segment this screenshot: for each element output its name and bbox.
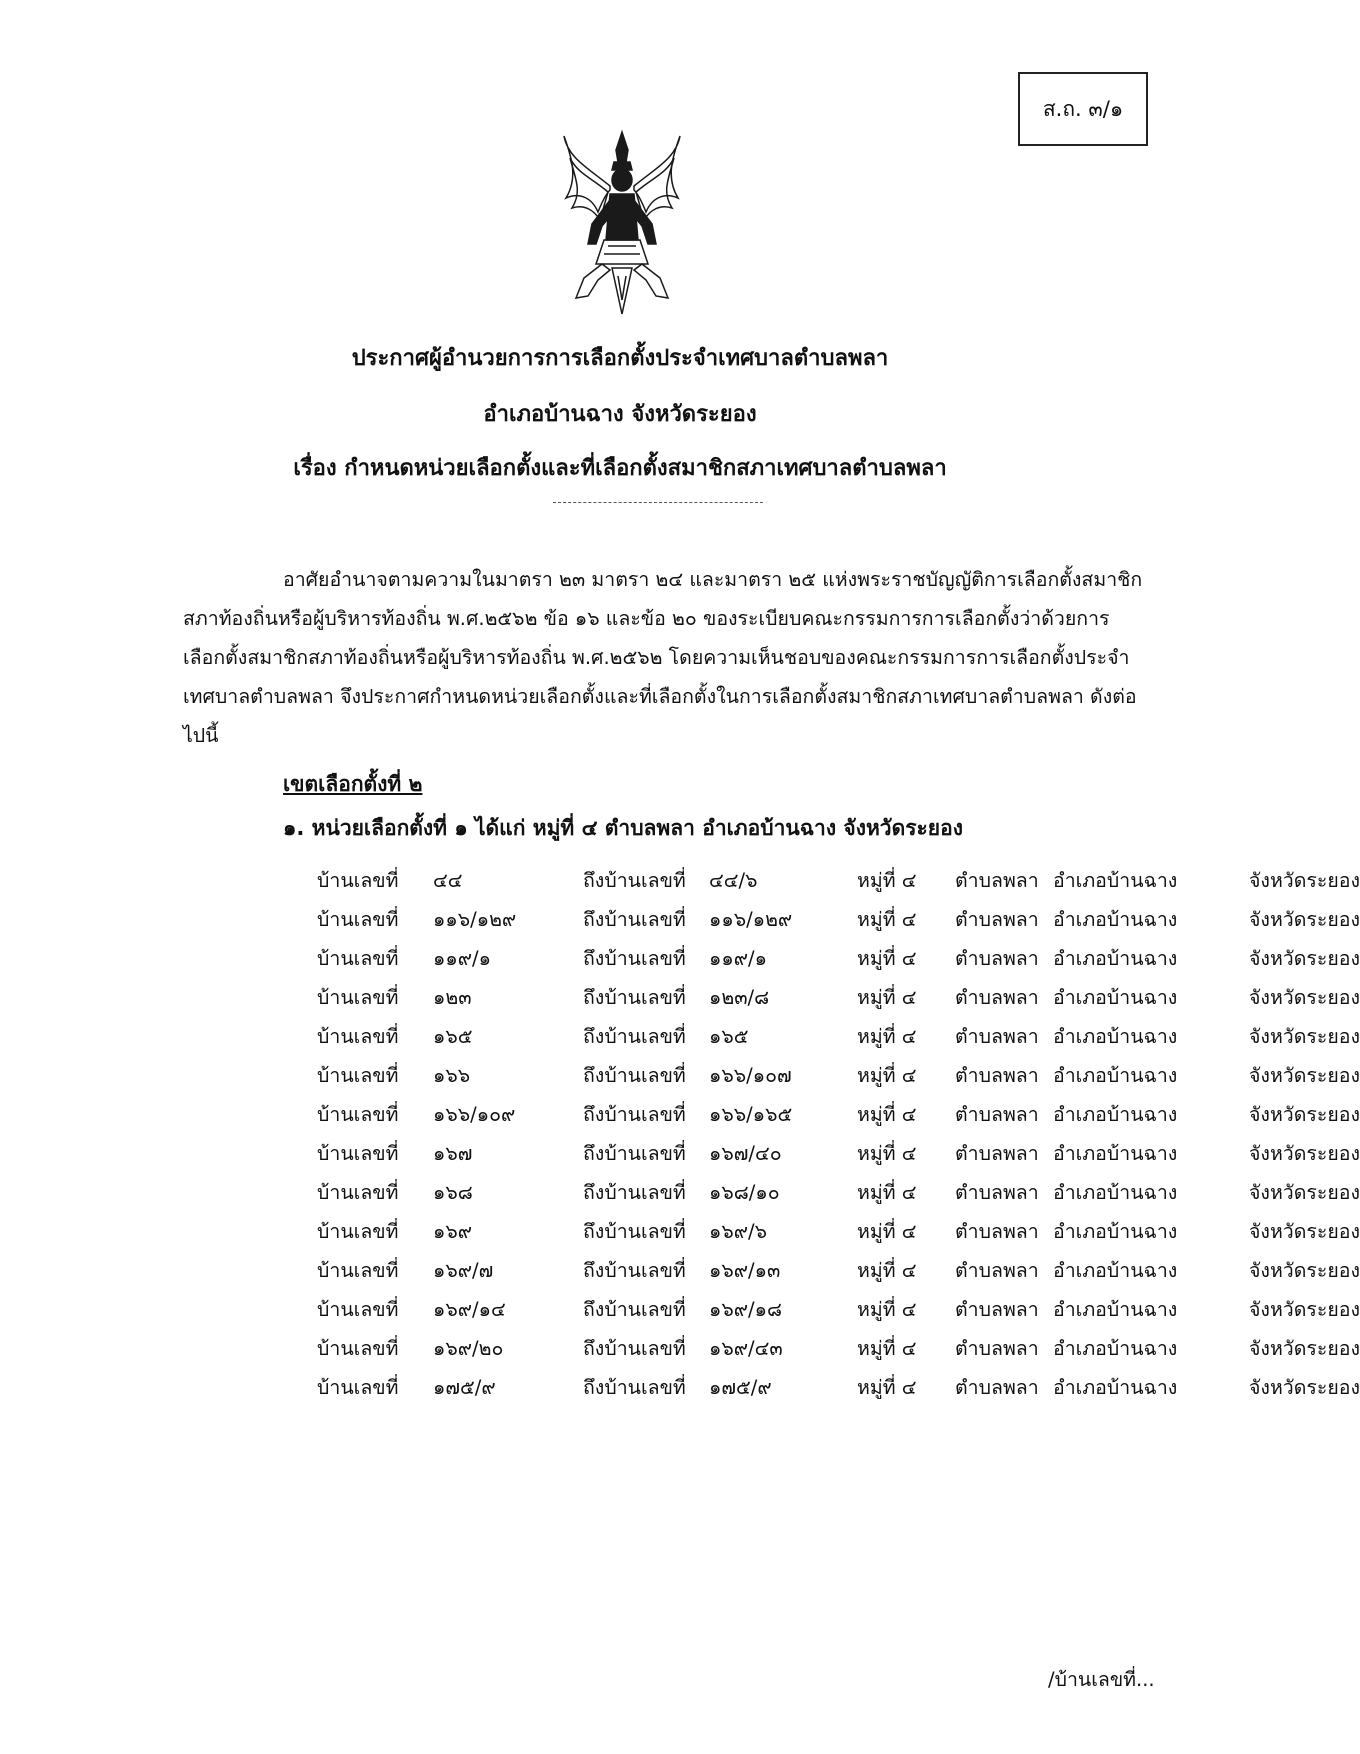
- to-label: ถึงบ้านเลขที่: [583, 908, 686, 931]
- to-number: ๑๖๙/๑๘: [709, 1298, 783, 1321]
- to-label: ถึงบ้านเลขที่: [583, 1259, 686, 1282]
- tambon: ตำบลพลา: [955, 1298, 1039, 1321]
- from-label: บ้านเลขที่: [317, 1376, 399, 1399]
- moo: หมู่ที่ ๔: [857, 1181, 917, 1204]
- list-item: [317, 1134, 1360, 1173]
- list-item: [317, 1056, 1360, 1095]
- tambon: ตำบลพลา: [955, 1376, 1039, 1399]
- amphoe: อำเภอบ้านฉาง: [1053, 908, 1178, 931]
- province: จังหวัดระยอง: [1249, 1103, 1360, 1126]
- moo: หมู่ที่ ๔: [857, 1376, 917, 1399]
- to-label: ถึงบ้านเลขที่: [583, 986, 686, 1009]
- from-label: บ้านเลขที่: [317, 986, 399, 1009]
- amphoe: อำเภอบ้านฉาง: [1053, 1103, 1178, 1126]
- house-range-list: [317, 861, 1360, 1407]
- amphoe: อำเภอบ้านฉาง: [1053, 1376, 1178, 1399]
- tambon: ตำบลพลา: [955, 1220, 1039, 1243]
- from-label: บ้านเลขที่: [317, 1337, 399, 1360]
- from-number: ๑๖๙/๒๐: [433, 1337, 504, 1360]
- from-label: บ้านเลขที่: [317, 1220, 399, 1243]
- from-label: บ้านเลขที่: [317, 1142, 399, 1165]
- amphoe: อำเภอบ้านฉาง: [1053, 1220, 1178, 1243]
- to-label: ถึงบ้านเลขที่: [583, 1220, 686, 1243]
- province: จังหวัดระยอง: [1249, 986, 1360, 1009]
- from-number: ๑๒๓: [433, 986, 472, 1009]
- to-number: ๑๖๙/๔๓: [709, 1337, 783, 1360]
- to-label: ถึงบ้านเลขที่: [583, 1142, 686, 1165]
- amphoe: อำเภอบ้านฉาง: [1053, 947, 1178, 970]
- amphoe: อำเภอบ้านฉาง: [1053, 1025, 1178, 1048]
- from-number: ๑๖๕: [433, 1025, 473, 1048]
- list-item: [317, 1095, 1360, 1134]
- to-label: ถึงบ้านเลขที่: [583, 1298, 686, 1321]
- from-number: ๑๖๖/๑๐๙: [433, 1103, 516, 1126]
- amphoe: อำเภอบ้านฉาง: [1053, 1259, 1178, 1282]
- moo: หมู่ที่ ๔: [857, 1064, 917, 1087]
- body-paragraph-text: อาศัยอำนาจตามความในมาตรา ๒๓ มาตรา ๒๔ และมาตรา ๒๕ แห่งพระราชบัญญัติการเลือกตั้งสมาชิกสภาท้องถิ่นหรือผู้บริหารท้องถิ่น พ.ศ.๒๕๖๒ ข้อ ๑๖ และข้อ ๒๐ ของระเบียบคณะกรรมการการเลือกตั้งว่าด้วยการเลือกตั้งสมาชิกสภาท้องถิ่นหรือผู้บริหารท้องถิ่น พ.ศ.๒๕๖๒ โดยความเห็นชอบของคณะกรรมการการเลือกตั้งประจำเทศบาลตำบลพลา จึงประกาศกำหนดหน่วยเลือกตั้งและที่เลือกตั้งในการเลือกตั้งสมาชิกสภาเทศบาลตำบลพลา ดังต่อไปนี้: [183, 568, 1143, 747]
- province: จังหวัดระยอง: [1249, 908, 1360, 931]
- to-label: ถึงบ้านเลขที่: [583, 1064, 686, 1087]
- amphoe: อำเภอบ้านฉาง: [1053, 869, 1178, 892]
- to-number: ๑๒๓/๘: [709, 986, 770, 1009]
- garuda-emblem-icon: [558, 128, 686, 316]
- form-code: ส.ถ. ๓/๑: [1042, 96, 1124, 121]
- province: จังหวัดระยอง: [1249, 1025, 1360, 1048]
- list-item: [317, 900, 1360, 939]
- moo: หมู่ที่ ๔: [857, 1298, 917, 1321]
- tambon: ตำบลพลา: [955, 1064, 1039, 1087]
- list-item: [317, 1017, 1360, 1056]
- to-number: ๑๖๕: [709, 1025, 749, 1048]
- from-label: บ้านเลขที่: [317, 1181, 399, 1204]
- tambon: ตำบลพลา: [955, 1142, 1039, 1165]
- from-number: ๑๑๙/๑: [433, 947, 491, 970]
- moo: หมู่ที่ ๔: [857, 1220, 917, 1243]
- from-number: ๑๖๗: [433, 1142, 473, 1165]
- list-item: [317, 1251, 1360, 1290]
- tambon: ตำบลพลา: [955, 1181, 1039, 1204]
- from-label: บ้านเลขที่: [317, 1025, 399, 1048]
- moo: หมู่ที่ ๔: [857, 1142, 917, 1165]
- from-label: บ้านเลขที่: [317, 1298, 399, 1321]
- moo: หมู่ที่ ๔: [857, 986, 917, 1009]
- list-item: [317, 1368, 1360, 1407]
- list-item: [317, 978, 1360, 1017]
- to-label: ถึงบ้านเลขที่: [583, 1376, 686, 1399]
- to-number: ๑๖๙/๑๓: [709, 1259, 781, 1282]
- amphoe: อำเภอบ้านฉาง: [1053, 1337, 1178, 1360]
- amphoe: อำเภอบ้านฉาง: [1053, 1298, 1178, 1321]
- amphoe: อำเภอบ้านฉาง: [1053, 1181, 1178, 1204]
- tambon: ตำบลพลา: [955, 1259, 1039, 1282]
- tambon: ตำบลพลา: [955, 908, 1039, 931]
- section-heading: เขตเลือกตั้งที่ ๒: [283, 772, 423, 796]
- province: จังหวัดระยอง: [1249, 869, 1360, 892]
- page-continuation: /บ้านเลขที่...: [1048, 1668, 1155, 1691]
- province: จังหวัดระยอง: [1249, 1298, 1360, 1321]
- province: จังหวัดระยอง: [1249, 1376, 1360, 1399]
- to-number: ๑๖๗/๔๐: [709, 1142, 782, 1165]
- list-item: [317, 1173, 1360, 1212]
- from-label: บ้านเลขที่: [317, 1064, 399, 1087]
- province: จังหวัดระยอง: [1249, 1220, 1360, 1243]
- moo: หมู่ที่ ๔: [857, 908, 917, 931]
- from-label: บ้านเลขที่: [317, 947, 399, 970]
- from-label: บ้านเลขที่: [317, 908, 399, 931]
- amphoe: อำเภอบ้านฉาง: [1053, 986, 1178, 1009]
- moo: หมู่ที่ ๔: [857, 1025, 917, 1048]
- province: จังหวัดระยอง: [1249, 1142, 1360, 1165]
- moo: หมู่ที่ ๔: [857, 1259, 917, 1282]
- province: จังหวัดระยอง: [1249, 1337, 1360, 1360]
- tambon: ตำบลพลา: [955, 1337, 1039, 1360]
- divider: [553, 502, 763, 503]
- from-number: ๑๗๕/๙: [433, 1376, 496, 1399]
- to-label: ถึงบ้านเลขที่: [583, 1181, 686, 1204]
- list-item: [317, 861, 1360, 900]
- amphoe: อำเภอบ้านฉาง: [1053, 1064, 1178, 1087]
- to-number: ๑๖๘/๑๐: [709, 1181, 780, 1204]
- list-item: [317, 1290, 1360, 1329]
- from-number: ๑๖๘: [433, 1181, 473, 1204]
- from-label: บ้านเลขที่: [317, 1103, 399, 1126]
- to-number: ๑๑๙/๑: [709, 947, 767, 970]
- tambon: ตำบลพลา: [955, 1103, 1039, 1126]
- from-number: ๑๖๖: [433, 1064, 471, 1087]
- list-item: [317, 1212, 1360, 1251]
- from-number: ๑๖๙: [433, 1220, 473, 1243]
- to-number: ๑๖๖/๑๖๕: [709, 1103, 793, 1126]
- to-number: ๑๗๕/๙: [709, 1376, 772, 1399]
- moo: หมู่ที่ ๔: [857, 869, 917, 892]
- from-number: ๑๖๙/๑๔: [433, 1298, 506, 1321]
- announcement-subject: เรื่อง กำหนดหน่วยเลือกตั้งและที่เลือกตั้งสมาชิกสภาเทศบาลตำบลพลา: [293, 456, 947, 481]
- tambon: ตำบลพลา: [955, 986, 1039, 1009]
- moo: หมู่ที่ ๔: [857, 1103, 917, 1126]
- province: จังหวัดระยอง: [1249, 947, 1360, 970]
- to-label: ถึงบ้านเลขที่: [583, 1025, 686, 1048]
- province: จังหวัดระยอง: [1249, 1064, 1360, 1087]
- unit-heading: ๑. หน่วยเลือกตั้งที่ ๑ ได้แก่ หมู่ที่ ๔ ตำบลพลา อำเภอบ้านฉาง จังหวัดระยอง: [283, 816, 963, 840]
- list-item: [317, 939, 1360, 978]
- to-label: ถึงบ้านเลขที่: [583, 947, 686, 970]
- from-number: ๑๑๖/๑๒๙: [433, 908, 517, 931]
- to-label: ถึงบ้านเลขที่: [583, 869, 686, 892]
- to-number: ๑๖๖/๑๐๗: [709, 1064, 792, 1087]
- tambon: ตำบลพลา: [955, 869, 1039, 892]
- to-number: ๑๖๙/๖: [709, 1220, 767, 1243]
- from-number: ๔๔: [433, 869, 463, 892]
- province: จังหวัดระยอง: [1249, 1181, 1360, 1204]
- body-paragraph: [183, 560, 1143, 755]
- tambon: ตำบลพลา: [955, 947, 1039, 970]
- moo: หมู่ที่ ๔: [857, 1337, 917, 1360]
- province: จังหวัดระยอง: [1249, 1259, 1360, 1282]
- moo: หมู่ที่ ๔: [857, 947, 917, 970]
- form-code-box: [1018, 72, 1148, 146]
- list-item: [317, 1329, 1360, 1368]
- announcement-district: อำเภอบ้านฉาง จังหวัดระยอง: [483, 402, 757, 427]
- to-number: ๑๑๖/๑๒๙: [709, 908, 793, 931]
- announcement-title: ประกาศผู้อำนวยการการเลือกตั้งประจำเทศบาลตำบลพลา: [351, 346, 889, 371]
- to-label: ถึงบ้านเลขที่: [583, 1337, 686, 1360]
- tambon: ตำบลพลา: [955, 1025, 1039, 1048]
- from-number: ๑๖๙/๗: [433, 1259, 494, 1282]
- amphoe: อำเภอบ้านฉาง: [1053, 1142, 1178, 1165]
- to-number: ๔๔/๖: [709, 869, 758, 892]
- from-label: บ้านเลขที่: [317, 869, 399, 892]
- to-label: ถึงบ้านเลขที่: [583, 1103, 686, 1126]
- from-label: บ้านเลขที่: [317, 1259, 399, 1282]
